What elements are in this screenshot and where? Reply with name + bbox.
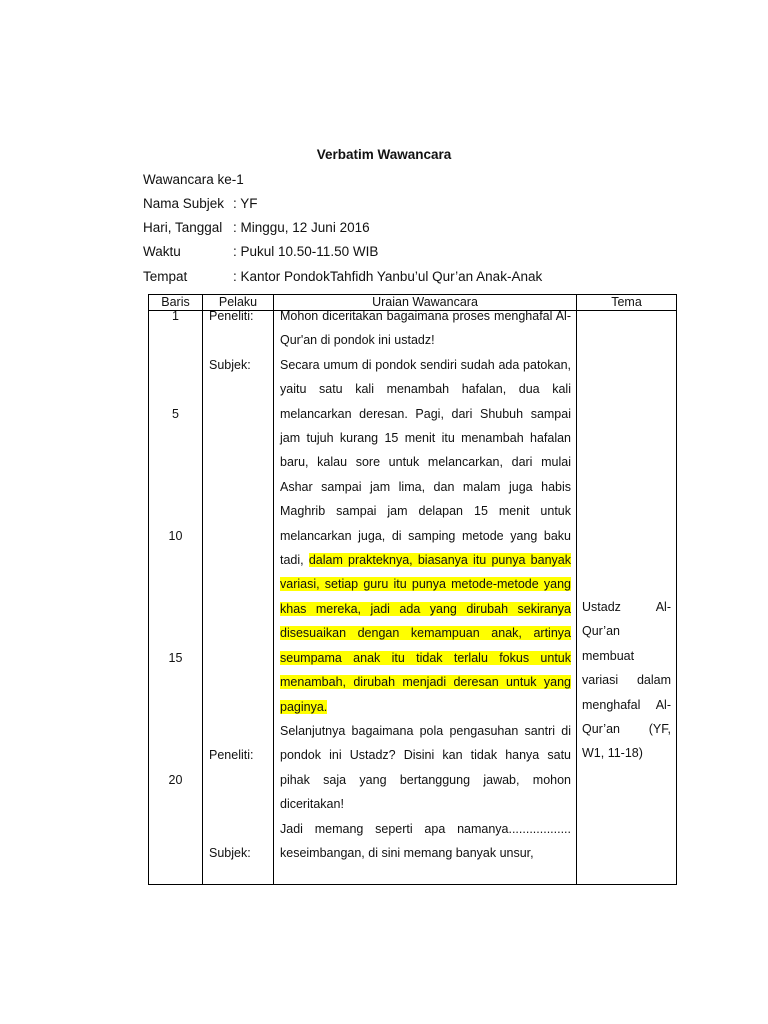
question-1: Mohon diceritakan bagaimana proses menghafal Al-Qur'an di pondok ini ustadz! <box>280 309 571 348</box>
meta-value: : YF <box>233 196 258 211</box>
meta-label: Waktu <box>143 244 181 259</box>
transcript-text <box>274 304 576 865</box>
line-number: 15 <box>168 650 183 665</box>
line-number-column <box>149 311 203 885</box>
answer-1-highlight: dalam prakteknya, biasanya itu punya banyak variasi, setiap guru itu punya metode-metode yang khas mereka, jadi ada yang dirubah sekiranya disesuaikan dengan kemampuan anak, artinya seumpama anak itu tidak terlalu fokus untuk menambah, dirubah menjadi deresan untuk yang paginya. <box>280 553 571 714</box>
header-uraian: Uraian Wawancara <box>274 295 577 311</box>
question-2: Selanjutnya bagaimana pola pengasuhan santri di pondok ini Ustadz? Disini kan tidak hanya satu pihak saja yang bertanggung jawab, mohon diceritakan! <box>280 723 571 812</box>
meta-label: Wawancara ke-1 <box>143 172 244 187</box>
transcript-column <box>274 311 577 885</box>
speaker-column <box>203 311 274 885</box>
meta-value: : Pukul 10.50-11.50 WIB <box>233 244 379 259</box>
meta-place <box>143 267 542 287</box>
verbatim-table <box>148 294 677 885</box>
line-number: 10 <box>168 528 183 543</box>
answer-2: Jadi memang seperti apa namanya.................. keseimbangan, di sini memang banyak unsur, <box>280 821 571 860</box>
speaker-label: Subjek: <box>209 845 251 860</box>
answer-1-plain: Secara umum di pondok sendiri sudah ada patokan, yaitu satu kali menambah hafalan, dua kali melancarkan deresan. Pagi, dari Shubuh sampai jam tujuh kurang 15 menit itu menambah hafalan baru, kalau sore untuk melancarkan, dari mulai Ashar sampai jam lima, dan malam juga habis Maghrib sampai jam delapan 15 menit untuk melancarkan juga, di samping metode yang baku tadi, <box>280 357 571 568</box>
meta-value: : Minggu, 12 Juni 2016 <box>233 220 370 235</box>
answer-1 <box>280 353 571 719</box>
meta-date <box>143 218 370 238</box>
speaker-label: Subjek: <box>209 357 251 372</box>
table-row <box>149 311 677 885</box>
meta-interview-number <box>143 170 244 190</box>
meta-value: : Kantor PondokTahfidh Yanbu’ul Qur’an Anak-Anak <box>233 269 543 284</box>
line-number: 5 <box>172 406 179 421</box>
document-title: Verbatim Wawancara <box>316 147 452 162</box>
header-pelaku: Pelaku <box>203 295 274 311</box>
meta-label: Tempat <box>143 269 188 284</box>
speaker-label: Peneliti: <box>209 748 254 763</box>
theme-column <box>577 311 677 885</box>
header-tema: Tema <box>577 295 677 311</box>
line-number: 1 <box>172 309 179 323</box>
meta-subject <box>143 194 258 214</box>
meta-label: Hari, Tanggal <box>143 220 223 235</box>
speaker-label: Peneliti: <box>209 309 254 323</box>
meta-label: Nama Subjek <box>143 196 225 211</box>
meta-time <box>143 242 378 262</box>
theme-text: Ustadz Al-Qur’an membuat variasi dalam menghafal Al-Qur’an (YF, W1, 11-18) <box>582 600 671 761</box>
line-number: 20 <box>168 772 183 787</box>
header-baris: Baris <box>149 295 203 311</box>
